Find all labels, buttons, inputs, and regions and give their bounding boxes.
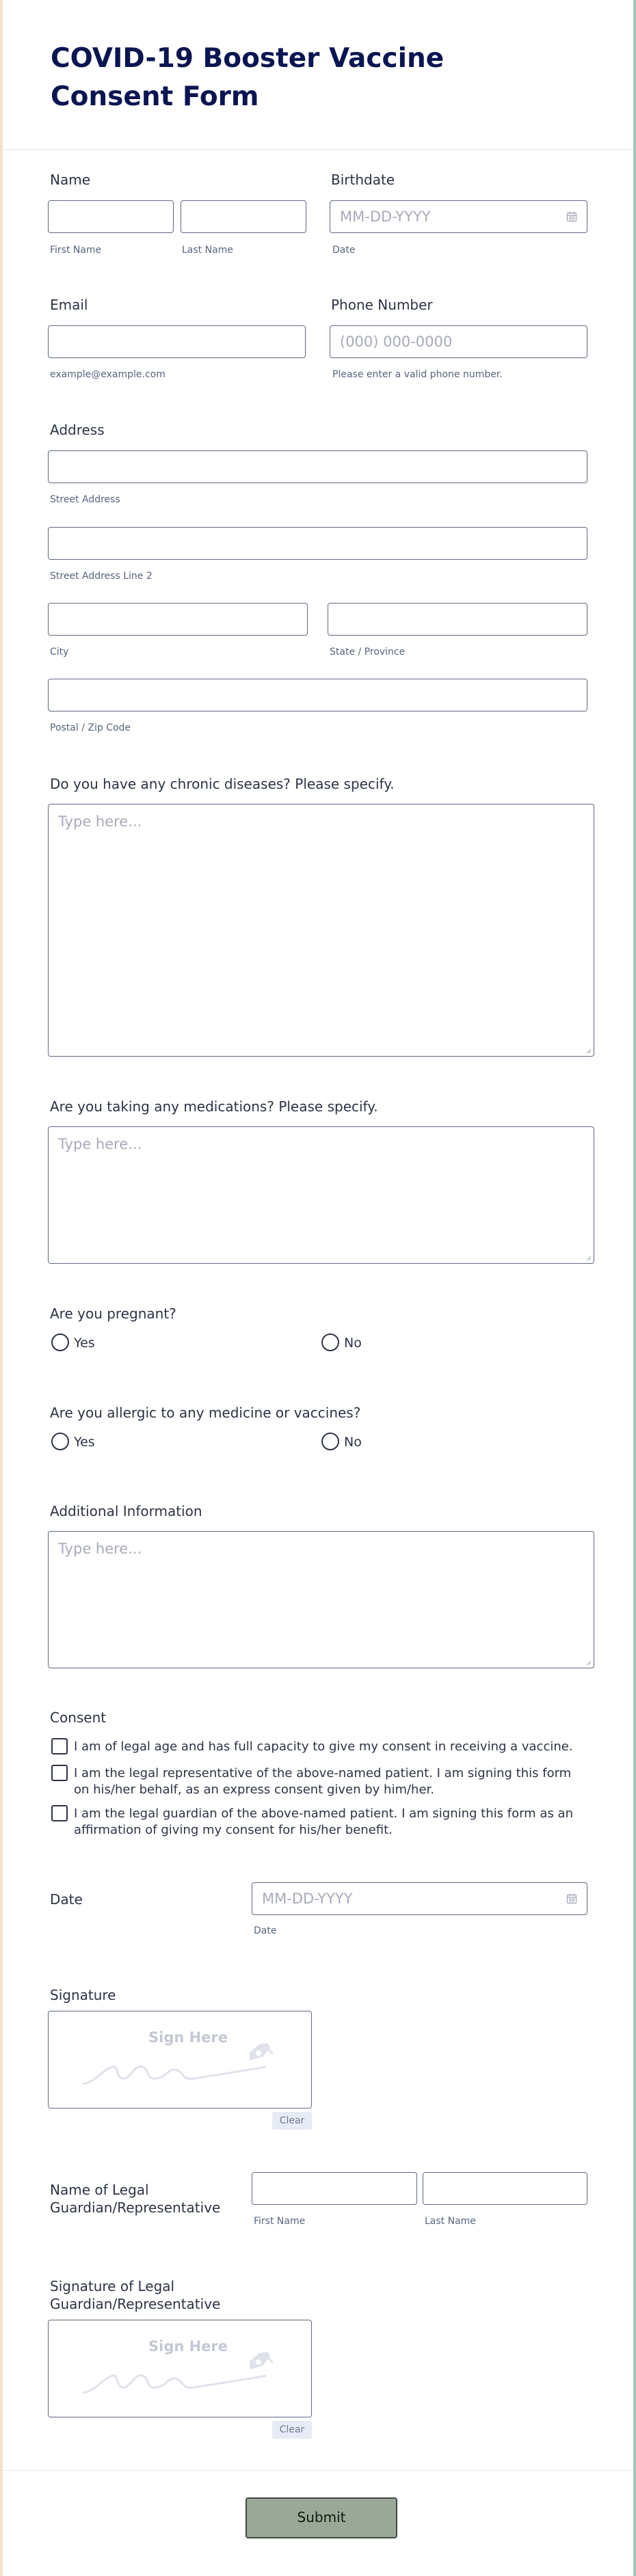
pregnant-yes-radio[interactable] [51, 1333, 69, 1351]
guardian-last-name-sublabel: Last Name [425, 2216, 476, 2227]
zip-sublabel: Postal / Zip Code [50, 722, 131, 733]
pregnant-label: Are you pregnant? [50, 1305, 176, 1322]
consent-checkbox-2[interactable] [51, 1765, 68, 1781]
consent-checkbox-1[interactable] [51, 1738, 68, 1754]
first-name-input[interactable] [48, 200, 174, 233]
signature-pad[interactable] [48, 2011, 312, 2109]
birthdate-input[interactable] [330, 200, 587, 233]
street-address-2-sublabel: Street Address Line 2 [50, 571, 153, 582]
resize-handle-icon[interactable] [585, 1047, 592, 1054]
allergic-yes-radio[interactable] [51, 1433, 69, 1450]
allergic-no-label[interactable]: No [344, 1435, 362, 1450]
allergic-yes-label[interactable]: Yes [74, 1435, 95, 1450]
medications-textarea[interactable] [48, 1126, 594, 1264]
sign-here-text: Sign Here [148, 2338, 228, 2355]
guardian-signature-pad[interactable] [48, 2320, 312, 2417]
email-sublabel: example@example.com [50, 369, 165, 380]
guardian-name-label: Name of Legal Guardian/Representative [50, 2182, 221, 2216]
street-address-sublabel: Street Address [50, 494, 120, 505]
state-sublabel: State / Province [330, 647, 406, 657]
birthdate-sublabel: Date [332, 245, 356, 256]
phone-placeholder: (000) 000-0000 [340, 334, 453, 350]
guardian-last-name-input[interactable] [423, 2172, 587, 2205]
consent-text-3[interactable]: I am the legal guardian of the above-named patient. I am signing this form as an affirmation of giving my consent for his/her benefit. [74, 1806, 573, 1837]
guardian-first-name-input[interactable] [252, 2172, 417, 2205]
consent-checkbox-3[interactable] [51, 1805, 68, 1821]
pen-icon [247, 2349, 274, 2374]
first-name-sublabel: First Name [50, 245, 102, 256]
last-name-sublabel: Last Name [182, 245, 233, 256]
allergic-label: Are you allergic to any medicine or vaccines? [50, 1405, 361, 1421]
guardian-signature-label: Signature of Legal Guardian/Representative [50, 2278, 221, 2312]
last-name-input[interactable] [181, 200, 306, 233]
consent-label: Consent [50, 1709, 107, 1726]
submit-button[interactable]: Submit [246, 2497, 397, 2538]
additional-placeholder: Type here... [58, 1541, 142, 1557]
sign-here-text: Sign Here [148, 2029, 228, 2046]
chronic-textarea[interactable] [48, 804, 594, 1057]
guardian-signature-clear-button[interactable]: Clear [272, 2421, 312, 2439]
form-title: COVID-19 Booster Vaccine Consent Form [51, 43, 445, 112]
street-address-2-input[interactable] [48, 527, 587, 560]
additional-textarea[interactable] [48, 1531, 594, 1668]
calendar-icon[interactable] [566, 211, 577, 222]
resize-handle-icon[interactable] [585, 1659, 592, 1666]
signature-label: Signature [50, 1987, 116, 2003]
state-input[interactable] [328, 603, 587, 636]
phone-label: Phone Number [331, 297, 433, 313]
consent-text-2[interactable]: I am the legal representative of the above-named patient. I am signing this form on his/her behalf, as an express consent given by him/her. [74, 1766, 572, 1797]
zip-input[interactable] [48, 679, 587, 711]
pregnant-no-radio[interactable] [321, 1333, 339, 1351]
medications-placeholder: Type here... [58, 1136, 142, 1152]
guardian-first-name-sublabel: First Name [254, 2216, 306, 2227]
phone-sublabel: Please enter a valid phone number. [332, 369, 503, 380]
additional-label: Additional Information [50, 1503, 202, 1519]
allergic-no-radio[interactable] [321, 1433, 339, 1450]
pregnant-no-label[interactable]: No [344, 1336, 362, 1351]
chronic-label: Do you have any chronic diseases? Please specify. [50, 776, 395, 792]
birthdate-placeholder: MM-DD-YYYY [340, 208, 431, 225]
street-address-input[interactable] [48, 450, 587, 483]
email-label: Email [50, 297, 88, 313]
pregnant-yes-label[interactable]: Yes [74, 1336, 95, 1351]
pen-icon [247, 2040, 274, 2065]
consent-text-1[interactable]: I am of legal age and has full capacity to give my consent in receiving a vaccine. [74, 1739, 573, 1754]
city-input[interactable] [48, 603, 308, 636]
address-label: Address [50, 422, 105, 438]
email-input[interactable] [48, 325, 306, 358]
footer-divider [3, 2470, 633, 2471]
resize-handle-icon[interactable] [585, 1254, 592, 1261]
header-divider [3, 149, 633, 150]
calendar-icon[interactable] [566, 1893, 577, 1904]
date-sublabel: Date [254, 1925, 277, 1936]
signature-clear-button[interactable]: Clear [272, 2112, 312, 2130]
birthdate-label: Birthdate [331, 172, 395, 188]
form-card [3, 0, 633, 2576]
phone-input[interactable] [330, 325, 587, 358]
city-sublabel: City [50, 647, 69, 657]
date-label: Date [50, 1891, 83, 1908]
date-placeholder: MM-DD-YYYY [262, 1890, 353, 1907]
date-input[interactable] [252, 1882, 587, 1915]
name-label: Name [50, 172, 91, 188]
medications-label: Are you taking any medications? Please specify. [50, 1098, 378, 1115]
chronic-placeholder: Type here... [58, 813, 142, 830]
